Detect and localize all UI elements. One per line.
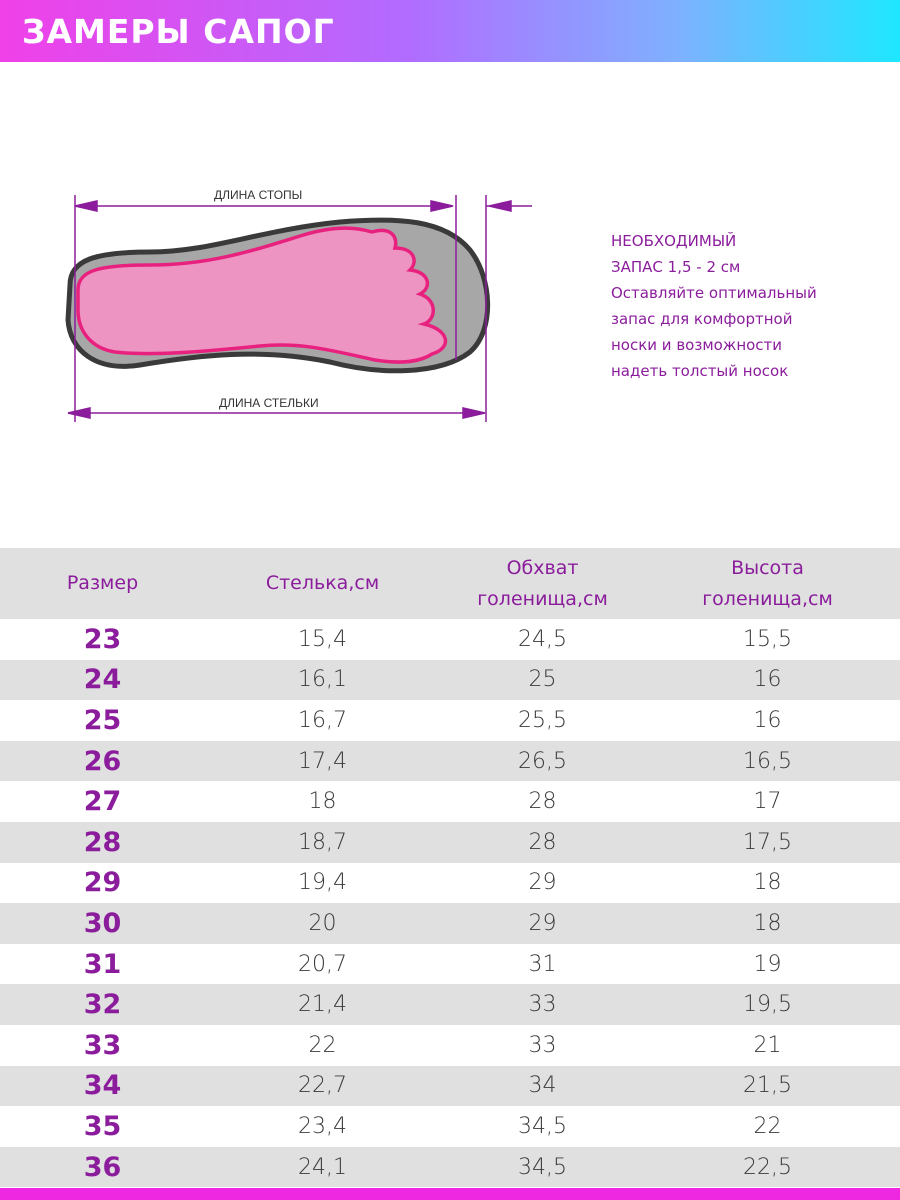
note-line: ЗАПАС 1,5 - 2 см <box>611 258 741 276</box>
cell-size: 35 <box>83 1110 122 1142</box>
cell-height: 19 <box>753 951 782 977</box>
cell-insole: 19,4 <box>298 870 347 896</box>
table-row <box>0 903 900 944</box>
table-row <box>0 863 900 904</box>
cell-girth: 25,5 <box>518 707 567 733</box>
cell-size: 26 <box>83 745 122 777</box>
cell-insole: 16,1 <box>298 667 347 693</box>
table-row <box>0 619 900 660</box>
note-line: носки и возможности <box>611 336 783 354</box>
table-row <box>0 660 900 701</box>
note-line: Оставляйте оптимальный <box>611 284 817 302</box>
cell-size: 27 <box>83 786 122 818</box>
cell-height: 16,5 <box>743 748 792 774</box>
cell-size: 28 <box>83 826 122 858</box>
cell-height: 15,5 <box>743 626 792 652</box>
cell-height: 22,5 <box>743 1154 792 1180</box>
cell-insole: 22 <box>308 1032 337 1058</box>
table-row <box>0 984 900 1025</box>
table-body <box>0 619 900 1187</box>
cell-girth: 34 <box>528 1073 557 1099</box>
note-line: запас для комфортной <box>611 310 793 328</box>
header-girth: Обхват голенища,см <box>477 556 608 610</box>
table-row <box>0 1025 900 1066</box>
cell-insole: 16,7 <box>298 707 347 733</box>
table-row <box>0 781 900 822</box>
cell-size: 32 <box>83 989 122 1021</box>
table-row <box>0 1106 900 1147</box>
cell-girth: 26,5 <box>518 748 567 774</box>
cell-height: 21,5 <box>743 1073 792 1099</box>
foot-length-label: ДЛИНА СТОПЫ <box>214 188 303 202</box>
table-row <box>0 700 900 741</box>
table-row <box>0 1147 900 1188</box>
cell-size: 30 <box>83 907 122 939</box>
bottom-accent-bar <box>0 1188 900 1200</box>
cell-insole: 15,4 <box>298 626 347 652</box>
cell-size: 34 <box>83 1070 122 1102</box>
note-line: надеть толстый носок <box>611 362 789 380</box>
cell-insole: 23,4 <box>298 1113 347 1139</box>
header-insole: Стелька,см <box>265 572 380 594</box>
header-banner <box>0 0 900 62</box>
cell-insole: 18,7 <box>298 829 347 855</box>
cell-insole: 20,7 <box>298 951 347 977</box>
cell-size: 25 <box>83 704 122 736</box>
cell-girth: 25 <box>528 667 557 693</box>
cell-height: 22 <box>753 1113 782 1139</box>
cell-girth: 24,5 <box>518 626 567 652</box>
header-height: Высота голенища,см <box>702 556 833 610</box>
cell-height: 17,5 <box>743 829 792 855</box>
insole-diagram <box>0 170 560 440</box>
cell-size: 24 <box>83 664 122 696</box>
cell-insole: 21,4 <box>298 992 347 1018</box>
cell-size: 23 <box>83 623 122 655</box>
cell-girth: 29 <box>528 910 557 936</box>
cell-girth: 31 <box>528 951 557 977</box>
cell-insole: 24,1 <box>298 1154 347 1180</box>
table-header <box>0 548 900 619</box>
cell-girth: 28 <box>528 789 557 815</box>
cell-height: 16 <box>753 667 782 693</box>
cell-height: 16 <box>753 707 782 733</box>
cell-girth: 33 <box>528 992 557 1018</box>
cell-size: 36 <box>83 1151 122 1183</box>
note-line: НЕОБХОДИМЫЙ <box>611 232 737 250</box>
cell-girth: 28 <box>528 829 557 855</box>
cell-height: 19,5 <box>743 992 792 1018</box>
table-row <box>0 944 900 985</box>
cell-size: 29 <box>83 867 122 899</box>
cell-size: 31 <box>83 948 122 980</box>
header-size: Размер <box>66 572 139 594</box>
cell-size: 33 <box>83 1029 122 1061</box>
table-row <box>0 1066 900 1107</box>
cell-girth: 34,5 <box>518 1154 567 1180</box>
cell-insole: 18 <box>308 789 337 815</box>
cell-height: 17 <box>753 789 782 815</box>
cell-insole: 17,4 <box>298 748 347 774</box>
cell-girth: 29 <box>528 870 557 896</box>
table-row <box>0 741 900 782</box>
page-title: ЗАМЕРЫ САПОГ <box>22 12 335 51</box>
cell-insole: 22,7 <box>298 1073 347 1099</box>
cell-girth: 34,5 <box>518 1113 567 1139</box>
allowance-note <box>611 228 891 384</box>
size-table <box>0 548 900 1187</box>
cell-height: 21 <box>753 1032 782 1058</box>
cell-height: 18 <box>753 910 782 936</box>
foot-shape <box>78 228 445 362</box>
table-row <box>0 822 900 863</box>
cell-insole: 20 <box>308 910 337 936</box>
cell-girth: 33 <box>528 1032 557 1058</box>
insole-length-label: ДЛИНА СТЕЛЬКИ <box>219 396 319 410</box>
cell-height: 18 <box>753 870 782 896</box>
